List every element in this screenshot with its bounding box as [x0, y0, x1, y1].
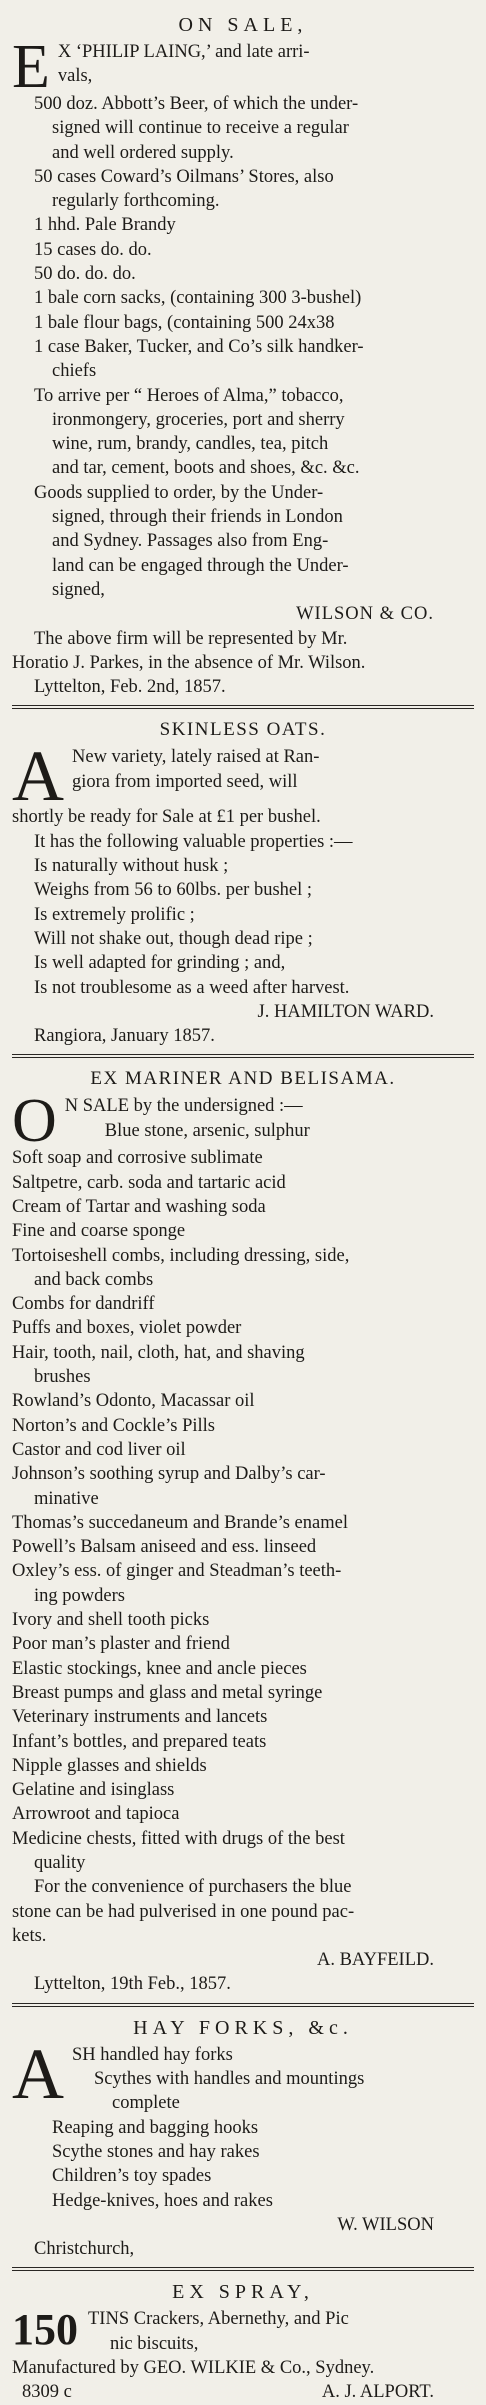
- ad-line: and well ordered supply.: [52, 142, 234, 163]
- ad-signature: WILSON & CO.: [296, 604, 434, 625]
- column-divider: [12, 2267, 474, 2271]
- ad-line: N SALE by the undersigned :—: [64, 1096, 303, 1117]
- ad-mariner-belisama: [12, 1066, 474, 1996]
- column-divider: [12, 2003, 474, 2007]
- ad-line: Oxley’s ess. of ginger and Steadman’s teeth-: [12, 1561, 342, 1582]
- column-divider: [12, 1054, 474, 1058]
- ad-line: 15 cases do. do.: [34, 239, 152, 260]
- ad-line: Ivory and shell tooth picks: [12, 1610, 210, 1631]
- ad-line: land can be engaged through the Under-: [52, 555, 349, 576]
- ad-line: Children’s toy spades: [52, 2166, 212, 2187]
- ad-line: Hair, tooth, nail, cloth, hat, and shaving: [12, 1342, 305, 1363]
- ad-line: SH handled hay forks: [72, 2044, 233, 2065]
- ad-line: New variety, lately raised at Ran-: [72, 747, 320, 768]
- ad-line: Combs for dandriff: [12, 1294, 155, 1315]
- ad-line: Medicine chests, fitted with drugs of the best: [12, 1828, 345, 1849]
- ad-line: ing powders: [34, 1585, 125, 1606]
- ad-line: ironmongery, groceries, port and sherry: [52, 409, 345, 430]
- ad-line: 50 cases Coward’s Oilmans’ Stores, also: [34, 166, 334, 187]
- ad-ex-spray: [12, 2279, 474, 2404]
- ad-line: Reaping and bagging hooks: [52, 2117, 259, 2138]
- ad-line: and Sydney. Passages also from Eng-: [52, 531, 329, 552]
- ad-line: Is extremely prolific ;: [34, 904, 195, 925]
- ad-line: Manufactured by GEO. WILKIE & Co., Sydney.: [12, 2358, 375, 2379]
- ad-line: 1 hhd. Pale Brandy: [34, 215, 176, 236]
- ad-line: 1 bale flour bags, (containing 500 24x38: [34, 312, 335, 333]
- ad-line: shortly be ready for Sale at £1 per bushel.: [12, 807, 321, 828]
- ad-line: and back combs: [34, 1269, 154, 1290]
- ad-line: Johnson’s soothing syrup and Dalby’s car-: [12, 1464, 326, 1485]
- ad-line: Cream of Tartar and washing soda: [12, 1196, 266, 1217]
- ad-line: Puffs and boxes, violet powder: [12, 1318, 242, 1339]
- ad-line: Fine and coarse sponge: [12, 1221, 186, 1242]
- ad-line: Nipple glasses and shields: [12, 1755, 207, 1776]
- drop-cap: A: [12, 736, 64, 817]
- ad-line: Thomas’s succedaneum and Brande’s enamel: [12, 1512, 348, 1533]
- ad-line: Gelatine and isinglass: [12, 1780, 175, 1801]
- ad-line: Soft soap and corrosive sublimate: [12, 1148, 263, 1169]
- ad-line: X ‘PHILIP LAING,’ and late arri-: [57, 42, 310, 62]
- ad-line: wine, rum, brandy, candles, tea, pitch: [52, 434, 329, 455]
- ad-line: complete: [112, 2093, 180, 2114]
- ad-line: vals,: [57, 66, 93, 87]
- ad-line: chiefs: [52, 361, 97, 382]
- ad-line: TINS Crackers, Abernethy, and Pic: [88, 2309, 349, 2330]
- ad-line: minative: [34, 1488, 99, 1509]
- ad-line: and tar, cement, boots and shoes, &c. &c.: [52, 458, 360, 479]
- ad-line: Hedge-knives, hoes and rakes: [52, 2190, 273, 2211]
- ad-line: Elastic stockings, knee and ancle pieces: [12, 1658, 307, 1679]
- ad-line: To arrive per “ Heroes of Alma,” tobacco,: [34, 385, 344, 406]
- ad-line: Tortoiseshell combs, including dressing, side,: [12, 1245, 350, 1266]
- ad-line: Rowland’s Odonto, Macassar oil: [12, 1391, 255, 1412]
- ad-line: It has the following valuable properties :—: [34, 831, 353, 852]
- ad-line: Castor and cod liver oil: [12, 1439, 186, 1460]
- ad-date: Lyttelton, Feb. 2nd, 1857.: [34, 677, 226, 698]
- ad-date: Rangiora, January 1857.: [34, 1026, 215, 1047]
- ad-line: Is not troublesome as a weed after harvest.: [34, 977, 350, 998]
- drop-cap: A: [12, 2033, 64, 2114]
- ad-line: 50 do. do. do.: [34, 264, 136, 285]
- ad-line: Infant’s bottles, and prepared teats: [12, 1731, 267, 1752]
- ad-line: Poor man’s plaster and friend: [12, 1634, 230, 1655]
- ad-line: quality: [34, 1853, 86, 1873]
- ad-signature: A. J. ALPORT.: [321, 2382, 434, 2403]
- ad-signature: W. WILSON: [337, 2214, 434, 2235]
- ad-line: Is well adapted for grinding ; and,: [34, 953, 286, 974]
- ad-line: Is naturally without husk ;: [34, 856, 229, 877]
- ad-place: Christchurch,: [34, 2239, 135, 2260]
- ad-line: 1 case Baker, Tucker, and Co’s silk handker-: [34, 336, 364, 357]
- ad-line: Goods supplied to order, by the Under-: [34, 482, 324, 503]
- ad-signature: A. BAYFEILD.: [316, 1950, 434, 1971]
- ad-date: Lyttelton, 19th Feb., 1857.: [34, 1974, 231, 1995]
- ad-line: Saltpetre, carb. soda and tartaric acid: [12, 1172, 286, 1193]
- ad-line: signed,: [52, 579, 105, 600]
- ad-signature: J. HAMILTON WARD.: [257, 1001, 434, 1022]
- ad-heading: HAY FORKS, &c.: [133, 2016, 353, 2039]
- ad-philip-laing: [12, 12, 474, 699]
- ad-line: giora from imported seed, will: [72, 771, 298, 792]
- ad-line: Powell’s Balsam aniseed and ess. linseed: [12, 1537, 317, 1558]
- drop-cap: O: [12, 1087, 57, 1156]
- ad-line: kets.: [12, 1925, 47, 1946]
- ad-line: signed, through their friends in London: [52, 507, 343, 528]
- ad-line: Blue stone, arsenic, sulphur: [104, 1120, 310, 1141]
- ad-line: nic biscuits,: [110, 2333, 199, 2354]
- ad-code: 8309 c: [22, 2382, 72, 2403]
- ad-line: 500 doz. Abbott’s Beer, of which the under-: [34, 94, 359, 114]
- ad-skinless-oats: [12, 717, 474, 1048]
- ad-line: regularly forthcoming.: [52, 191, 220, 212]
- ad-line: brushes: [34, 1367, 91, 1388]
- ad-line: Breast pumps and glass and metal syringe: [12, 1682, 323, 1703]
- ad-footer-line: The above firm will be represented by Mr.: [34, 628, 348, 649]
- ad-hay-forks: [12, 2015, 474, 2262]
- drop-cap: E: [12, 33, 50, 101]
- ad-line: signed will continue to receive a regular: [52, 118, 349, 139]
- column-divider: [12, 705, 474, 709]
- ad-heading: ON SALE,: [178, 14, 308, 36]
- ad-line: Norton’s and Cockle’s Pills: [12, 1415, 215, 1436]
- ad-line: Scythes with handles and mountings: [94, 2069, 365, 2090]
- ad-line: Weighs from 56 to 60lbs. per bushel ;: [34, 880, 313, 901]
- ad-line: 1 bale corn sacks, (containing 300 3-bushel): [34, 288, 362, 309]
- ad-line: stone can be had pulverised in one pound pac-: [12, 1901, 355, 1922]
- ad-heading: EX SPRAY,: [172, 2281, 314, 2304]
- ad-line: Arrowroot and tapioca: [12, 1804, 180, 1825]
- quantity-cap: 150: [12, 2305, 78, 2355]
- ad-signature-row: [12, 2380, 474, 2404]
- ad-line: Scythe stones and hay rakes: [52, 2141, 260, 2162]
- ad-footer-line: Horatio J. Parkes, in the absence of Mr. Wilson.: [12, 652, 366, 673]
- ad-line: Veterinary instruments and lancets: [12, 1707, 268, 1728]
- ad-heading: SKINLESS OATS.: [159, 719, 327, 741]
- ad-heading: EX MARINER AND BELISAMA.: [90, 1068, 396, 1090]
- ad-line: For the convenience of purchasers the blue: [34, 1877, 352, 1898]
- ad-line: Will not shake out, though dead ripe ;: [34, 928, 313, 949]
